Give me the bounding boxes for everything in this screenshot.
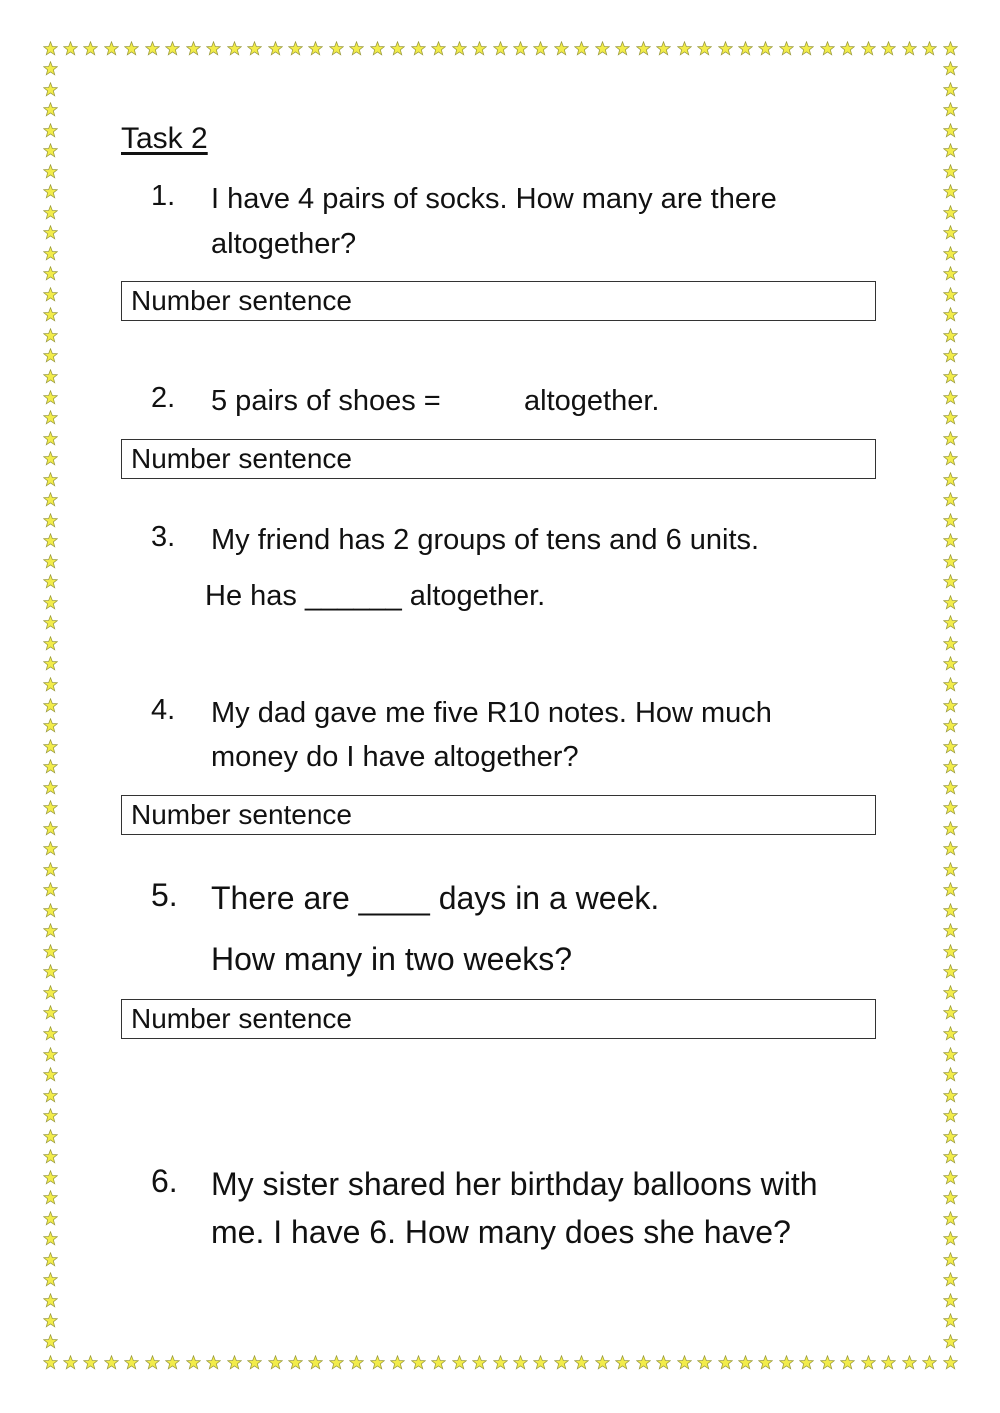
answer-box-1[interactable] xyxy=(121,281,876,321)
star-icon xyxy=(943,1067,958,1082)
star-icon xyxy=(452,41,467,56)
star-icon xyxy=(104,1355,119,1370)
star-icon xyxy=(943,677,958,692)
star-icon xyxy=(943,143,958,158)
star-icon xyxy=(943,759,958,774)
star-icon xyxy=(943,451,958,466)
answer-box-4[interactable] xyxy=(121,795,876,835)
star-icon xyxy=(943,41,958,56)
star-icon xyxy=(288,1355,303,1370)
star-icon xyxy=(943,1231,958,1246)
star-icon xyxy=(943,1047,958,1062)
star-icon xyxy=(431,1355,446,1370)
star-icon xyxy=(370,1355,385,1370)
star-icon xyxy=(943,287,958,302)
star-icon xyxy=(43,574,58,589)
question-text-line1: I have 4 pairs of socks. How many are there xyxy=(211,183,777,215)
star-icon xyxy=(43,985,58,1000)
question-text-line2 xyxy=(205,580,545,613)
star-icon xyxy=(943,410,958,425)
question-text-left: 5 pairs of shoes = xyxy=(211,385,441,417)
star-icon xyxy=(43,1190,58,1205)
star-icon xyxy=(943,882,958,897)
star-icon xyxy=(104,41,119,56)
answer-blank[interactable]: ______ xyxy=(304,580,402,612)
star-icon xyxy=(758,41,773,56)
star-icon xyxy=(943,923,958,938)
star-icon xyxy=(943,348,958,363)
star-icon xyxy=(43,246,58,261)
star-icon xyxy=(943,985,958,1000)
star-icon xyxy=(943,1293,958,1308)
question-text-line2: How many in two weeks? xyxy=(211,941,573,977)
star-icon xyxy=(206,41,221,56)
star-icon xyxy=(943,61,958,76)
star-icon xyxy=(43,656,58,671)
star-icon xyxy=(554,41,569,56)
star-icon xyxy=(943,1334,958,1349)
star-icon xyxy=(943,184,958,199)
star-icon xyxy=(943,780,958,795)
star-icon xyxy=(43,307,58,322)
star-icon xyxy=(43,205,58,220)
star-icon xyxy=(595,1355,610,1370)
star-icon xyxy=(63,41,78,56)
star-icon xyxy=(718,1355,733,1370)
star-icon xyxy=(43,82,58,97)
star-icon xyxy=(43,595,58,610)
task-title: Task 2 xyxy=(121,122,208,155)
question-text-line1: My dad gave me five R10 notes. How much xyxy=(211,697,772,729)
star-icon xyxy=(943,944,958,959)
star-icon xyxy=(349,1355,364,1370)
star-icon xyxy=(697,41,712,56)
star-icon xyxy=(43,143,58,158)
question-number: 2. xyxy=(151,382,176,414)
star-icon xyxy=(43,1334,58,1349)
star-icon xyxy=(329,1355,344,1370)
answer-box-label: Number sentence xyxy=(131,799,353,830)
star-icon xyxy=(227,1355,242,1370)
star-icon xyxy=(615,1355,630,1370)
star-icon xyxy=(43,492,58,507)
star-icon xyxy=(943,800,958,815)
star-icon xyxy=(799,41,814,56)
star-icon xyxy=(288,41,303,56)
star-icon xyxy=(43,1231,58,1246)
star-icon xyxy=(43,1047,58,1062)
star-icon xyxy=(943,656,958,671)
star-icon xyxy=(943,533,958,548)
star-icon xyxy=(636,41,651,56)
star-icon xyxy=(63,1355,78,1370)
star-icon xyxy=(186,1355,201,1370)
star-icon xyxy=(43,1355,58,1370)
star-icon xyxy=(43,123,58,138)
star-icon xyxy=(943,472,958,487)
answer-blank[interactable]: ____ xyxy=(358,880,430,916)
star-icon xyxy=(472,41,487,56)
star-icon xyxy=(861,41,876,56)
star-icon xyxy=(43,1170,58,1185)
star-icon xyxy=(145,1355,160,1370)
star-icon xyxy=(43,1211,58,1226)
answer-box-label: Number sentence xyxy=(131,285,353,316)
star-icon xyxy=(43,1272,58,1287)
star-icon xyxy=(43,431,58,446)
star-icon xyxy=(943,369,958,384)
star-icon xyxy=(43,1026,58,1041)
star-icon xyxy=(206,1355,221,1370)
text-he-has: He has xyxy=(205,580,297,612)
star-icon xyxy=(574,41,589,56)
star-icon xyxy=(943,636,958,651)
star-icon xyxy=(943,903,958,918)
star-icon xyxy=(943,123,958,138)
question-text-right: altogether. xyxy=(524,385,660,417)
question-text-line1: My friend has 2 groups of tens and 6 units. xyxy=(211,524,760,556)
question-text-line2: money do I have altogether? xyxy=(211,741,579,773)
star-icon xyxy=(943,1170,958,1185)
star-icon xyxy=(758,1355,773,1370)
star-icon xyxy=(411,41,426,56)
question-number: 1. xyxy=(151,180,176,212)
star-icon xyxy=(43,1005,58,1020)
star-icon xyxy=(43,1252,58,1267)
star-icon xyxy=(43,1293,58,1308)
star-icon xyxy=(943,964,958,979)
star-icon xyxy=(943,1190,958,1205)
star-icon xyxy=(943,1129,958,1144)
star-icon xyxy=(943,1108,958,1123)
star-icon xyxy=(943,82,958,97)
star-icon xyxy=(43,862,58,877)
star-icon xyxy=(943,1355,958,1370)
star-icon xyxy=(840,41,855,56)
star-icon xyxy=(718,41,733,56)
question-text-line2: altogether? xyxy=(211,228,357,260)
star-icon xyxy=(329,41,344,56)
star-icon xyxy=(43,472,58,487)
star-icon xyxy=(943,1272,958,1287)
star-icon xyxy=(943,390,958,405)
star-icon xyxy=(43,513,58,528)
star-icon xyxy=(799,1355,814,1370)
question-text-line1 xyxy=(211,876,659,920)
star-icon xyxy=(943,739,958,754)
star-icon xyxy=(677,1355,692,1370)
star-icon xyxy=(83,1355,98,1370)
star-icon xyxy=(43,61,58,76)
star-icon xyxy=(943,554,958,569)
text-altogether: altogether. xyxy=(409,580,546,612)
star-icon xyxy=(268,1355,283,1370)
star-icon xyxy=(43,369,58,384)
star-icon xyxy=(43,410,58,425)
star-icon xyxy=(43,533,58,548)
star-icon xyxy=(43,882,58,897)
star-icon xyxy=(922,41,937,56)
star-icon xyxy=(881,1355,896,1370)
star-icon xyxy=(268,41,283,56)
star-icon xyxy=(43,923,58,938)
star-icon xyxy=(943,1211,958,1226)
star-icon xyxy=(943,1252,958,1267)
star-icon xyxy=(124,1355,139,1370)
star-icon xyxy=(943,1149,958,1164)
star-icon xyxy=(554,1355,569,1370)
star-icon xyxy=(43,102,58,117)
star-icon xyxy=(145,41,160,56)
star-icon xyxy=(943,205,958,220)
star-icon xyxy=(943,1026,958,1041)
star-icon xyxy=(43,1313,58,1328)
question-number: 6. xyxy=(151,1163,178,1199)
star-icon xyxy=(513,41,528,56)
star-icon xyxy=(493,1355,508,1370)
star-icon xyxy=(656,41,671,56)
star-icon xyxy=(43,964,58,979)
star-icon xyxy=(43,41,58,56)
star-icon xyxy=(43,348,58,363)
question-text-line2: me. I have 6. How many does she have? xyxy=(211,1214,791,1250)
star-icon xyxy=(43,636,58,651)
star-icon xyxy=(308,41,323,56)
star-icon xyxy=(533,41,548,56)
star-icon xyxy=(43,164,58,179)
star-icon xyxy=(943,164,958,179)
star-icon xyxy=(452,1355,467,1370)
star-icon xyxy=(922,1355,937,1370)
star-icon xyxy=(943,431,958,446)
star-icon xyxy=(943,574,958,589)
star-icon xyxy=(943,246,958,261)
star-icon xyxy=(43,800,58,815)
star-icon xyxy=(165,41,180,56)
star-icon xyxy=(411,1355,426,1370)
star-icon xyxy=(43,821,58,836)
star-icon xyxy=(943,225,958,240)
star-icon xyxy=(43,718,58,733)
star-icon xyxy=(43,287,58,302)
star-icon xyxy=(43,266,58,281)
star-icon xyxy=(431,41,446,56)
star-icon xyxy=(943,1088,958,1103)
star-icon xyxy=(943,595,958,610)
question-number: 4. xyxy=(151,694,176,726)
star-icon xyxy=(513,1355,528,1370)
star-icon xyxy=(43,1129,58,1144)
star-icon xyxy=(902,1355,917,1370)
star-icon xyxy=(43,554,58,569)
star-icon xyxy=(43,1067,58,1082)
star-icon xyxy=(43,451,58,466)
star-icon xyxy=(43,184,58,199)
star-icon xyxy=(820,1355,835,1370)
star-icon xyxy=(83,41,98,56)
star-icon xyxy=(738,1355,753,1370)
answer-box-2[interactable] xyxy=(121,439,876,479)
star-icon xyxy=(43,698,58,713)
star-icon xyxy=(43,1108,58,1123)
star-icon xyxy=(247,1355,262,1370)
star-icon xyxy=(186,41,201,56)
star-icon xyxy=(43,225,58,240)
star-icon xyxy=(493,41,508,56)
star-icon xyxy=(820,41,835,56)
star-icon xyxy=(574,1355,589,1370)
star-icon xyxy=(738,41,753,56)
star-icon xyxy=(390,1355,405,1370)
star-icon xyxy=(43,677,58,692)
star-icon xyxy=(472,1355,487,1370)
star-icon xyxy=(943,821,958,836)
answer-box-label: Number sentence xyxy=(131,1003,353,1034)
text-days-in-week: days in a week. xyxy=(438,880,660,916)
star-icon xyxy=(43,328,58,343)
question-text-line1: My sister shared her birthday balloons with xyxy=(211,1166,818,1202)
star-icon xyxy=(943,862,958,877)
star-icon xyxy=(943,1005,958,1020)
star-icon xyxy=(943,718,958,733)
star-icon xyxy=(43,903,58,918)
star-icon xyxy=(43,944,58,959)
answer-box-label: Number sentence xyxy=(131,443,353,474)
star-icon xyxy=(636,1355,651,1370)
star-icon xyxy=(370,41,385,56)
star-icon xyxy=(595,41,610,56)
star-icon xyxy=(390,41,405,56)
star-icon xyxy=(43,739,58,754)
star-icon xyxy=(943,1313,958,1328)
star-icon xyxy=(165,1355,180,1370)
star-icon xyxy=(43,1088,58,1103)
star-icon xyxy=(43,615,58,630)
star-icon xyxy=(43,390,58,405)
star-icon xyxy=(308,1355,323,1370)
star-icon xyxy=(943,492,958,507)
star-icon xyxy=(779,41,794,56)
star-icon xyxy=(677,41,692,56)
star-icon xyxy=(881,41,896,56)
star-icon xyxy=(349,41,364,56)
star-icon xyxy=(943,615,958,630)
star-icon xyxy=(902,41,917,56)
star-icon xyxy=(861,1355,876,1370)
star-icon xyxy=(615,41,630,56)
star-icon xyxy=(43,780,58,795)
text-there-are: There are xyxy=(211,880,350,916)
star-icon xyxy=(943,698,958,713)
star-icon xyxy=(43,759,58,774)
star-icon xyxy=(247,41,262,56)
star-icon xyxy=(943,513,958,528)
answer-box-5[interactable] xyxy=(121,999,876,1039)
question-number: 5. xyxy=(151,877,178,913)
star-icon xyxy=(943,307,958,322)
star-icon xyxy=(943,841,958,856)
star-icon xyxy=(697,1355,712,1370)
star-icon xyxy=(533,1355,548,1370)
star-icon xyxy=(43,841,58,856)
star-icon xyxy=(943,102,958,117)
star-icon xyxy=(43,1149,58,1164)
star-icon xyxy=(656,1355,671,1370)
star-icon xyxy=(779,1355,794,1370)
star-icon xyxy=(943,266,958,281)
star-icon xyxy=(943,328,958,343)
star-icon xyxy=(124,41,139,56)
question-number: 3. xyxy=(151,521,176,553)
star-icon xyxy=(227,41,242,56)
star-icon xyxy=(840,1355,855,1370)
